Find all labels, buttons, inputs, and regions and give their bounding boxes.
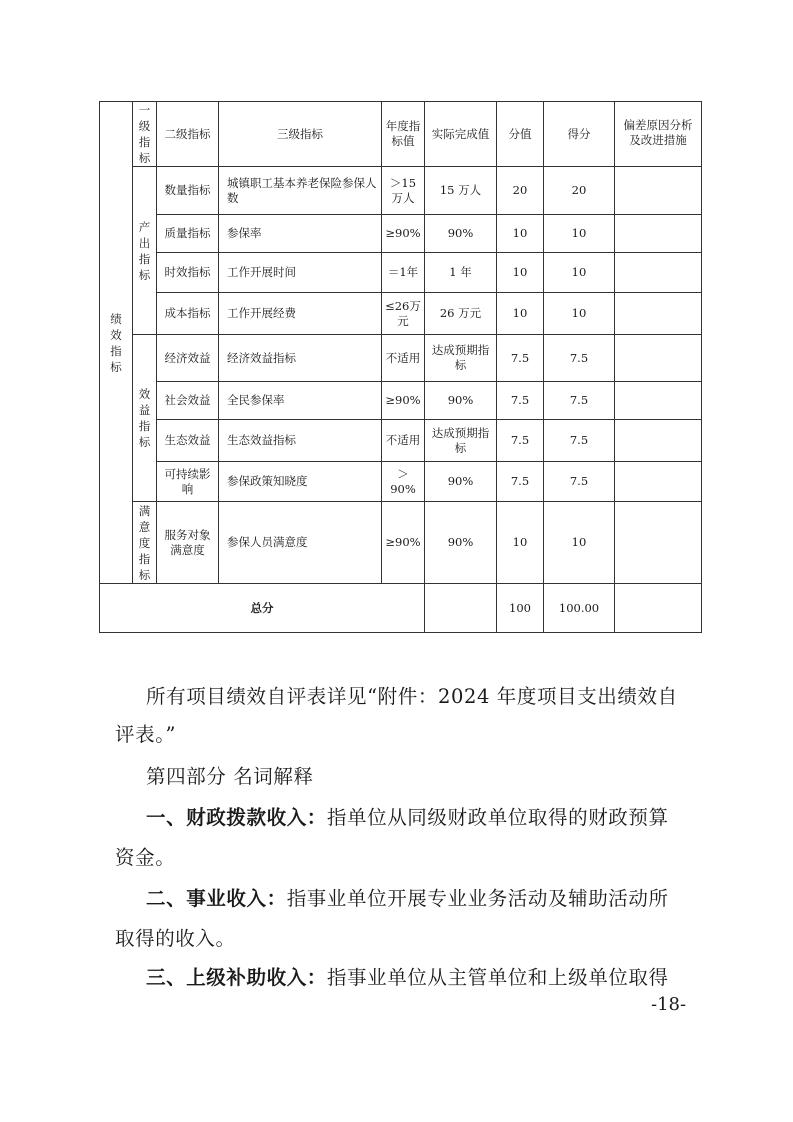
row-value: 10 — [497, 253, 544, 293]
page-number: -18- — [651, 994, 687, 1015]
row-value: 7.5 — [497, 382, 544, 420]
row-value: 7.5 — [497, 420, 544, 462]
table-row — [100, 462, 702, 502]
header-score-value: 分值 — [497, 102, 544, 167]
row-value: 7.5 — [497, 335, 544, 382]
row-level2: 质量指标 — [157, 215, 219, 253]
row-deviation — [615, 293, 702, 335]
row-level3: 参保人员满意度 — [219, 502, 382, 584]
row-level3: 工作开展经费 — [219, 293, 382, 335]
section-heading: 第四部分 名词解释 — [146, 765, 314, 788]
row-actual: 90% — [425, 502, 497, 584]
row-deviation — [615, 335, 702, 382]
row-actual: 达成预期指标 — [425, 335, 497, 382]
category-benefit-cell: 效益指标 — [133, 335, 157, 502]
term2-continuation: 取得的收入。 — [115, 927, 236, 950]
row-annual: 不适用 — [382, 420, 425, 462]
row-deviation — [615, 502, 702, 584]
header-level1: 一级指标 — [133, 102, 157, 167]
row-actual: 90% — [425, 462, 497, 502]
category-satisfaction-cell: 满意度指标 — [133, 502, 157, 584]
table-row — [100, 253, 702, 293]
row-level2: 时效指标 — [157, 253, 219, 293]
paragraph-attachment-line1: 所有项目绩效自评表详见“附件：2024 年度项目支出绩效自 — [146, 685, 678, 708]
row-score: 10 — [544, 215, 615, 253]
row-level3: 参保政策知晓度 — [219, 462, 382, 502]
total-blank — [425, 584, 497, 633]
row-level2: 服务对象满意度 — [157, 502, 219, 584]
table-row — [100, 167, 702, 215]
row-value: 7.5 — [497, 462, 544, 502]
row-level2: 可持续影响 — [157, 462, 219, 502]
total-row — [100, 584, 702, 633]
row-actual: 90% — [425, 215, 497, 253]
row-score: 10 — [544, 253, 615, 293]
row-annual: ≥90% — [382, 215, 425, 253]
term3-label: 三、上级补助收入： — [146, 966, 327, 989]
total-label: 总分 — [100, 584, 425, 633]
row-value: 10 — [497, 293, 544, 335]
row-score: 7.5 — [544, 382, 615, 420]
row-annual: ＞15万人 — [382, 167, 425, 215]
term2-label: 二、事业收入： — [146, 887, 287, 910]
term1-continuation: 资金。 — [115, 846, 176, 869]
row-annual: ≤26万元 — [382, 293, 425, 335]
term3-line — [146, 959, 669, 997]
row-score: 7.5 — [544, 335, 615, 382]
row-actual: 达成预期指标 — [425, 420, 497, 462]
row-score: 10 — [544, 293, 615, 335]
row-level3: 经济效益指标 — [219, 335, 382, 382]
total-score: 100.00 — [544, 584, 615, 633]
table-row — [100, 502, 702, 584]
row-score: 7.5 — [544, 462, 615, 502]
header-actual: 实际完成值 — [425, 102, 497, 167]
term1-text: 指单位从同级财政单位取得的财政预算 — [326, 806, 669, 829]
row-level3: 全民参保率 — [219, 382, 382, 420]
row-deviation — [615, 420, 702, 462]
table-row — [100, 335, 702, 382]
row-annual: ＞90% — [382, 462, 425, 502]
row-score: 10 — [544, 502, 615, 584]
term3-text: 指事业单位从主管单位和上级单位取得 — [326, 966, 669, 989]
total-deviation — [615, 584, 702, 633]
row-actual: 26 万元 — [425, 293, 497, 335]
row-level2: 生态效益 — [157, 420, 219, 462]
row-deviation — [615, 462, 702, 502]
header-annual: 年度指标值 — [382, 102, 425, 167]
row-annual: ＝1年 — [382, 253, 425, 293]
table-header-row — [100, 102, 702, 167]
term1-label: 一、财政拨款收入： — [146, 806, 327, 829]
header-level3: 三级指标 — [219, 102, 382, 167]
row-level3: 工作开展时间 — [219, 253, 382, 293]
row-level2: 经济效益 — [157, 335, 219, 382]
header-score: 得分 — [544, 102, 615, 167]
table-row — [100, 420, 702, 462]
header-level2: 二级指标 — [157, 102, 219, 167]
row-deviation — [615, 167, 702, 215]
row-level3: 参保率 — [219, 215, 382, 253]
row-score: 20 — [544, 167, 615, 215]
row-level3: 城镇职工基本养老保险参保人数 — [219, 167, 382, 215]
row-level2: 社会效益 — [157, 382, 219, 420]
table-row — [100, 382, 702, 420]
row-deviation — [615, 215, 702, 253]
row-level2: 数量指标 — [157, 167, 219, 215]
row-deviation — [615, 382, 702, 420]
term1-line — [146, 799, 669, 837]
term2-line — [146, 880, 669, 918]
performance-table — [99, 101, 702, 633]
row-annual: ≥90% — [382, 502, 425, 584]
group-label-cell: 绩效指标 — [100, 102, 133, 584]
row-value: 10 — [497, 215, 544, 253]
table-row — [100, 215, 702, 253]
row-actual: 90% — [425, 382, 497, 420]
row-deviation — [615, 253, 702, 293]
term2-text: 指事业单位开展专业业务活动及辅助活动所 — [286, 887, 669, 910]
row-score: 7.5 — [544, 420, 615, 462]
header-deviation: 偏差原因分析及改进措施 — [615, 102, 702, 167]
row-annual: 不适用 — [382, 335, 425, 382]
paragraph-attachment-line2: 评表。” — [115, 723, 177, 746]
total-value: 100 — [497, 584, 544, 633]
table-row — [100, 293, 702, 335]
row-level3: 生态效益指标 — [219, 420, 382, 462]
category-output-cell: 产出指标 — [133, 167, 157, 335]
row-level2: 成本指标 — [157, 293, 219, 335]
row-actual: 1 年 — [425, 253, 497, 293]
row-value: 20 — [497, 167, 544, 215]
row-annual: ≥90% — [382, 382, 425, 420]
row-value: 10 — [497, 502, 544, 584]
row-actual: 15 万人 — [425, 167, 497, 215]
